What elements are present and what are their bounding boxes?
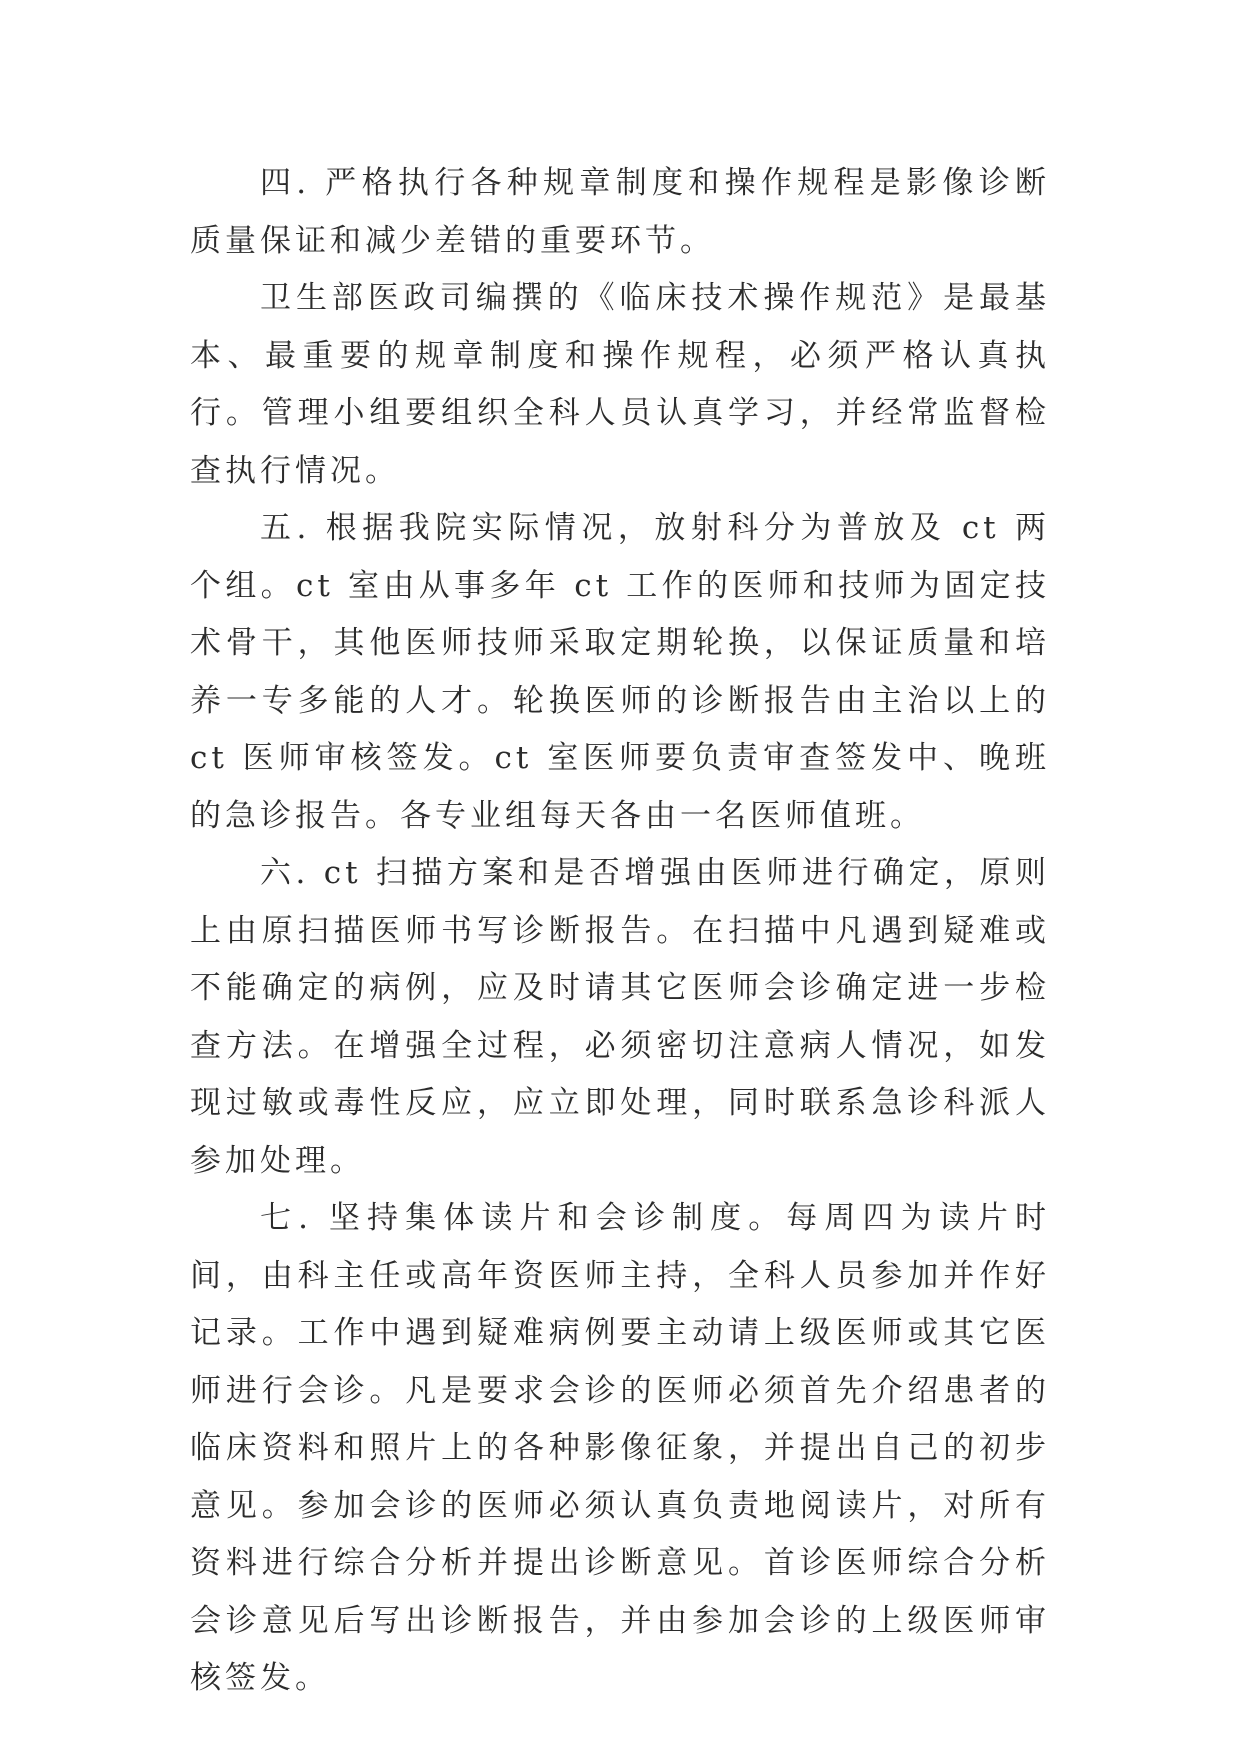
paragraph-clinical-norms: 卫生部医政司编撰的《临床技术操作规范》是最基本、最重要的规章制度和操作规程，必须严格认真执行。管理小组要组织全科人员认真学习，并经常监督检查执行情况。 [190, 280, 1050, 489]
paragraph-section-seven: 七. 坚持集体读片和会诊制度。每周四为读片时间，由科主任或高年资医师主持，全科人员参加并作好记录。工作中遇到疑难病例要主动请上级医师或其它医师进行会诊。凡是要求会诊的医师必须首先介绍患者的临床资料和照片上的各种影像征象，并提出自己的初步意见。参加会诊的医师必须认真负责地阅读片，对所有资料进行综合分析并提出诊断意见。首诊医师综合分析会诊意见后写出诊断报告，并由参加会诊的上级医师审核签发。 [190, 1200, 1050, 1696]
paragraph-section-four: 四. 严格执行各种规章制度和操作规程是影像诊断质量保证和减少差错的重要环节。 [190, 165, 1050, 259]
document-body [190, 155, 1050, 1708]
paragraph-section-five: 五. 根据我院实际情况，放射科分为普放及 ct 两个组。ct 室由从事多年 ct 工作的医师和技师为固定技术骨干，其他医师技师采取定期轮换，以保证质量和培养一专多能的人才。轮换医师的诊断报告由主治以上的 ct 医师审核签发。ct 室医师要负责审查签发中、晚班的急诊报告。各专业组每天各由一名医师值班。 [190, 510, 1050, 834]
paragraph-section-six: 六. ct 扫描方案和是否增强由医师进行确定，原则上由原扫描医师书写诊断报告。在扫描中凡遇到疑难或不能确定的病例，应及时请其它医师会诊确定进一步检查方法。在增强全过程，必须密切注意病人情况，如发现过敏或毒性反应，应立即处理，同时联系急诊科派人参加处理。 [190, 855, 1050, 1179]
